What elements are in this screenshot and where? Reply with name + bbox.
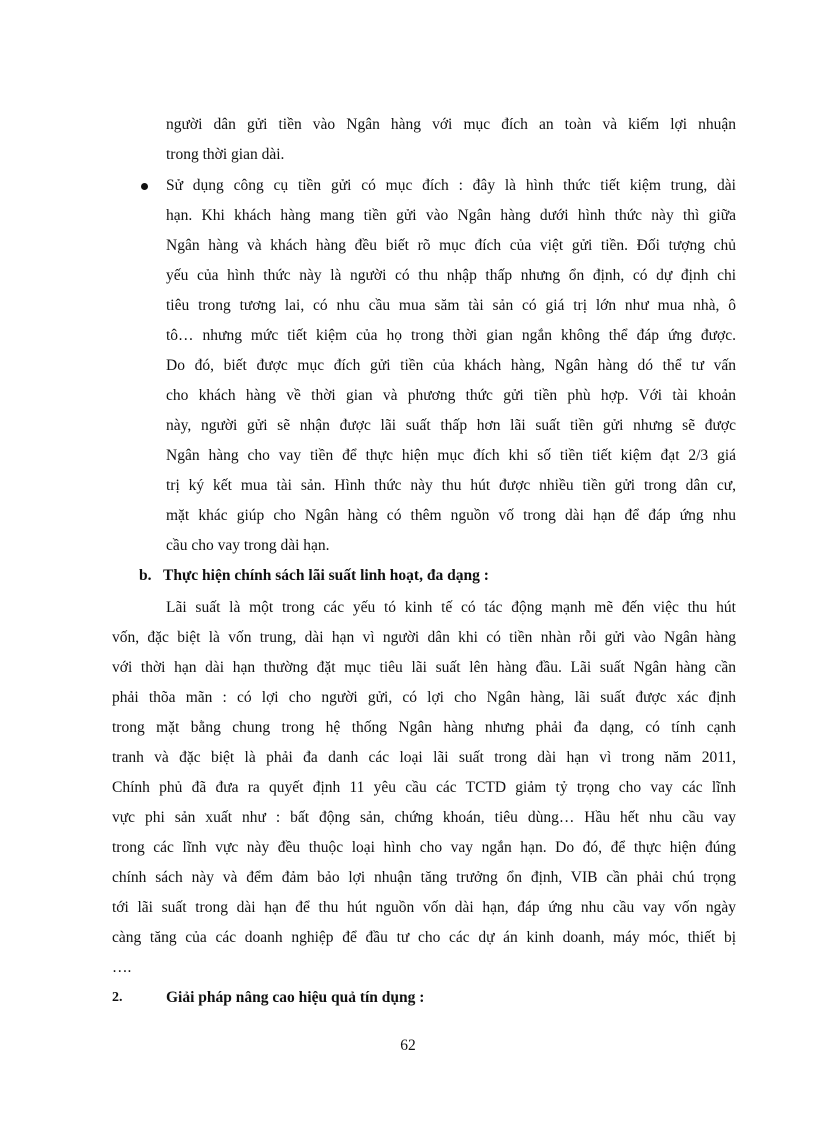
heading-text: Giải pháp nâng cao hiệu quả tín dụng : — [166, 989, 425, 1006]
text-line: hạn. Khi khách hàng mang tiền gửi vào Ngân hàng dưới hình thức này thì giữa — [166, 207, 736, 224]
text-line: Lãi suất là một trong các yếu tó kinh tế có tác động mạnh mẽ đến việc thu hút — [166, 599, 736, 616]
text-line: tô… nhưng mức tiết kiệm của họ trong thời gian ngắn không thể đáp ứng được. — [166, 327, 736, 344]
text-line: trong các lĩnh vực này đều thuộc loại hình cho vay ngắn hạn. Do đó, để thực hiện đúng — [112, 839, 736, 856]
text-line: Ngân hàng và khách hàng đều biết rõ mục đích của việt gửi tiền. Đối tượng chủ — [166, 237, 736, 254]
text-line: cho khách hàng về thời gian và phương thức gửi tiền phù hợp. Với tài khoản — [166, 387, 736, 404]
text-line: chính sách này và đểm đảm bảo lợi nhuận tăng trưởng ổn định, VIB cần phải chú trọng — [112, 869, 736, 886]
text-line: trong thời gian dài. — [166, 146, 285, 163]
page-number: 62 — [400, 1037, 416, 1054]
text-line: càng tăng của các doanh nghiệp để đầu tư cho các dự án kinh doanh, máy móc, thiết bị — [112, 929, 736, 946]
text-line: này, người gửi sẽ nhận được lãi suất thấp hơn lãi suất tiền gửi nhưng sẽ được — [166, 417, 736, 434]
text-line: tranh và đặc biệt là phải đa danh các loại lãi suất trong dài hạn vì trong năm 2011, — [112, 749, 736, 766]
text-line: tiêu trong tương lai, có nhu cầu mua săm tài sản có giá trị lớn như mua nhà, ô — [166, 297, 736, 314]
text-line: tới lãi suất trong dài hạn để thu hút nguồn vốn dài hạn, đáp ứng nhu cầu vay vốn ngày — [112, 899, 736, 916]
text-line: cầu cho vay trong dài hạn. — [166, 537, 330, 554]
text-line: yếu của hình thức này là người có thu nhập thấp nhưng ổn định, có dự định chi — [166, 267, 736, 284]
text-line: người dân gửi tiền vào Ngân hàng với mục đích an toàn và kiếm lợi nhuận — [166, 116, 736, 133]
text-line: vực phi sản xuất như : bất động sản, chứng khoán, tiêu dùng… Hầu hết nhu cầu vay — [112, 809, 736, 826]
text-line: Do đó, biết được mục đích gửi tiền của khách hàng, Ngân hàng dó thể tư vấn — [166, 357, 736, 374]
text-line: trong mặt bằng chung trong hệ thống Ngân hàng nhưng phải đa dạng, có tính cạnh — [112, 719, 736, 736]
bullet-icon — [141, 183, 148, 190]
text-line: mặt khác giúp cho Ngân hàng có thêm nguồn vố trong dài hạn để đáp ứng nhu — [166, 507, 736, 524]
text-line: Chính phủ đã đưa ra quyết định 11 yêu cầu các TCTD giảm tỷ trọng cho vay các lĩnh — [112, 779, 736, 796]
text-line: với thời hạn dài hạn thường đặt mục tiêu lãi suất lên hàng đầu. Lãi suất Ngân hàng cần — [112, 659, 736, 676]
text-line: phải thõa mãn : có lợi cho người gửi, có lợi cho Ngân hàng, lãi suất được xác định — [112, 689, 736, 706]
text-line: vốn, đặc biệt là vốn trung, dài hạn vì người dân khi có tiền nhàn rỗi gửi vào Ngân hàng — [112, 629, 736, 646]
heading-label: b. — [139, 567, 152, 584]
text-line: Ngân hàng cho vay tiền để thực hiện mục đích khi số tiền tiết kiệm đạt 2/3 giá — [166, 447, 736, 464]
text-line: trị ký kết mua tài sản. Hình thức này thu hút được nhiều tiền gửi trong dân cư, — [166, 477, 736, 494]
heading-text: Thực hiện chính sách lãi suất linh hoạt, đa dạng : — [163, 567, 489, 584]
text-line: Sử dụng công cụ tiền gửi có mục đích : đây là hình thức tiết kiệm trung, dài — [166, 177, 736, 194]
text-line: …. — [112, 959, 132, 976]
heading-label: 2. — [112, 990, 123, 1005]
